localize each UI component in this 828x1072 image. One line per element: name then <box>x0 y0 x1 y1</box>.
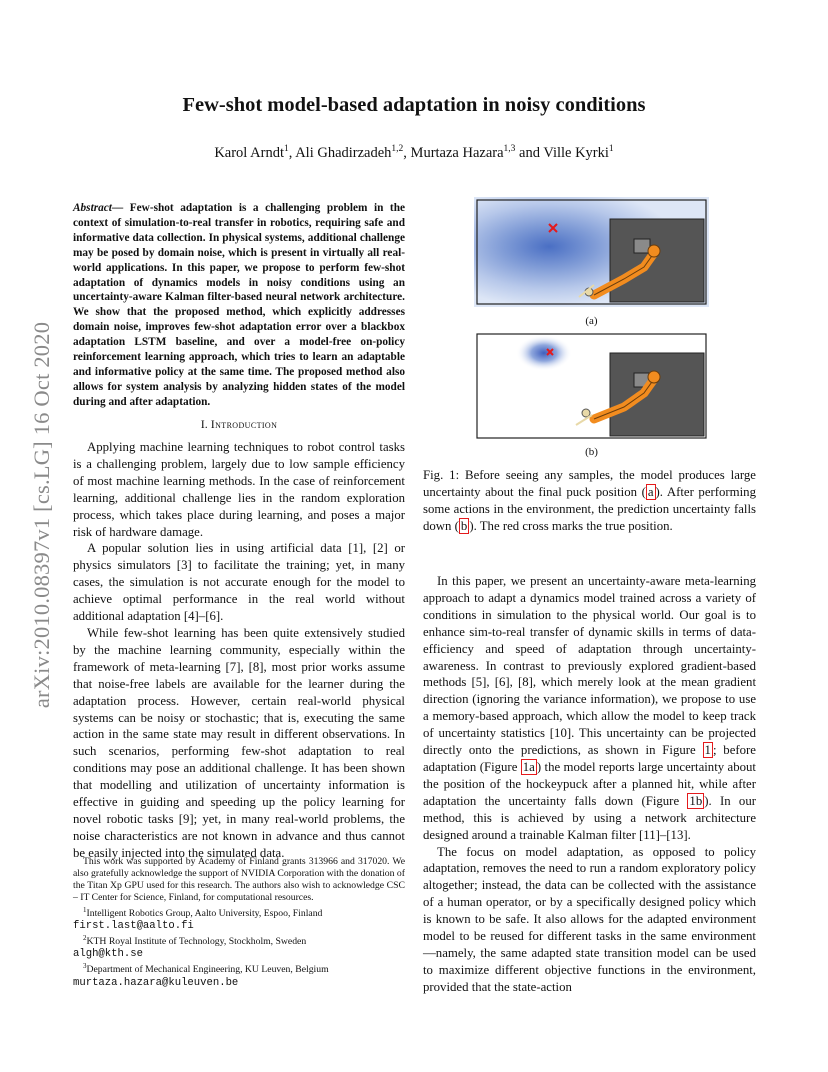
subcaption-b: (b) <box>585 446 598 458</box>
figure-1-caption: Fig. 1: Before seeing any samples, the model produces large uncertainty about the final puck position ( a ). After performing some actions in the environment, the prediction uncertainty falls down ( b ). The red cross marks the true position. <box>423 468 756 533</box>
email-1: first.last@aalto.fi <box>73 920 194 933</box>
figure-1a-panel <box>474 197 709 307</box>
intro-paragraph-1: Applying machine learning techniques to robot control tasks is a challenging problem, largely due to low sample efficiency of most machine learning methods. In the case of reinforcement learning, additional challenge lies in the random exploration process, which takes place during learning, and poses a major risk of hardware damage. <box>73 440 405 539</box>
email-3: murtaza.hazara@kuleuven.be <box>73 976 239 989</box>
figure-ref-b-link[interactable]: b <box>460 518 468 533</box>
author-4: Ville Kyrki$^1$ <box>543 144 614 161</box>
figure-1b-panel <box>474 331 709 441</box>
email-2: algh@kth.se <box>73 948 143 961</box>
author-3: Murtaza Hazara$^{1,3}$ <box>410 144 516 161</box>
figure-1a-image <box>474 197 709 307</box>
intro-paragraph-3: While few-shot learning has been quite extensively studied by the machine learning community, especially within the framework of meta-learning [7], [8], most prior works assume that noise-free labels are available for the learner during the adaptation process. However, certain real-world physical systems can be noisy or stochastic; that is, executing the same action in the same state may result in different observations. In such scenarios, performing few-shot adaptation to real conditions may pose an additional challenge. It has been shown that modelling and utilization of uncertainty information is effective in guiding and speeding up the policy learning for novel robotic tasks [9]; yet, in many real-world problems, the noise characteristics are not known in advance and thus cannot be easily injected into the simulated data. <box>73 625 405 860</box>
right-paragraph-1: In this paper, we present an uncertainty-aware meta-learning approach to adapt a dynamics model trained across a variety of conditions in simulation to the physical world. Our goal is to enhance sim-to-real transfer of dynamic skills in terms of data-efficiency and speed of adaptation through uncertainty-awareness. In contrast to previously explored gradient-based methods [5], [6], [8], which merely look at the mean gradient direction (ignoring the variance information), we propose to use a memory-based approach, which allow the model to keep track of uncertainty statistics [10]. This uncertainty can be projected directly onto the predictions, as shown in Figure 1 ; before adaptation (Figure 1a ) the model reports large uncertainty about the position of the hockeypuck after a planned hit, while after adaptation the uncertainty falls down (Figure 1b ). In our method, this is achieved by using a network architecture designed around a trainable Kalman filter [11]–[13]. <box>423 574 756 842</box>
affiliation-3: $^3$Department of Mechanical Engineering, KU Leuven, Belgium <box>83 962 329 976</box>
figure-ref-a-link[interactable]: a <box>647 484 654 499</box>
arxiv-identifier: arXiv:2010.08397v1 [cs.LG] 16 Oct 2020 <box>29 321 54 709</box>
figure-1a-ref-link[interactable]: 1a <box>522 759 535 774</box>
footnotes <box>73 856 405 989</box>
abstract-text: Few-shot adaptation is a challenging problem in the context of simulation-to-real transfer in robotics, requiring safe and informative data collection. In physical systems, additional challenge may be posed by domain noise, which is present in virtually all real-world applications. In this paper, we propose to perform few-shot adaptation of dynamics models in noisy conditions using an uncertainty-aware Kalman filter-based neural network architecture. We show that the proposed method, which explicitly addresses domain noise, improves few-shot adaptation error over a blackbox adaptation LSTM baseline, and over a model-free on-policy reinforcement learning approach, which tries to learn an adaptable and informative policy at the same time. The proposed method also allows for system analysis by analyzing hidden states of the model during and after adaptation. <box>73 202 405 408</box>
abstract: Abstract— Few-shot adaptation is a challenging problem in the context of simulation-to-real transfer in robotics, requiring safe and informative data collection. In physical systems, additional challenge may be posed by domain noise, which is present in virtually all real-world applications. In this paper, we propose to perform few-shot adaptation of dynamics models in noisy conditions using an uncertainty-aware Kalman filter-based neural network architecture. We show that the proposed method, which explicitly addresses domain noise, improves few-shot adaptation error over a blackbox adaptation LSTM baseline, and over a model-free on-policy reinforcement learning approach, which tries to learn an adaptable and informative policy at the same time. The proposed method also allows for system analysis by analyzing hidden states of the model during and after adaptation. <box>73 202 405 408</box>
intro-paragraph-2: A popular solution lies in using artificial data [1], [2] or physics simulators [3] to facilitate the training; yet, in many cases, the simulation is not accurate enough for the model to achieve optimal performance in the real world without additional adaptation [4]–[6]. <box>73 541 405 624</box>
subcaption-a: (a) <box>585 315 598 327</box>
introduction-body <box>73 439 405 862</box>
funding-footnote: This work was supported by Academy of Finland grants 313966 and 317020. We also gratefully acknowledge the support of NVIDIA Corporation with the donation of the Titan Xp GPU used for this research. The authors also wish to acknowledge CSC – IT Center for Science, Finland, for computational resources. <box>73 856 405 903</box>
figure-1b-image <box>474 331 709 441</box>
abstract-label: Abstract <box>73 202 112 214</box>
right-column-body <box>423 573 756 996</box>
figure-1-ref-link[interactable]: 1 <box>704 743 711 758</box>
right-paragraph-2: The focus on model adaptation, as opposed to policy adaptation, removes the need to run a random exploratory policy altogether; instead, the data can be collected with the assistance of a human operator, or by a specifically designed policy which is known to be safe. It also allows for the adapted environment model to be reused for different tasks in the same environment—namely, the same adapted state transition model can be used to maximize different objective functions in the environment, provided that the state-action <box>423 844 756 994</box>
affiliation-1: $^1$Intelligent Robotics Group, Aalto University, Espoo, Finland <box>83 906 323 920</box>
affiliation-2: $^2$KTH Royal Institute of Technology, Stockholm, Sweden <box>83 934 307 948</box>
section-heading-introduction: I. Introduction <box>200 417 278 431</box>
author-2: Ali Ghadirzadeh$^{1,2}$ <box>295 144 404 161</box>
author-list: Karol Arndt$^1$, Ali Ghadirzadeh$^{1,2}$, Murtaza Hazara$^{1,3}$ and Ville Kyrki$^1$ <box>214 144 614 161</box>
arxiv-sidebar-stamp <box>22 270 62 760</box>
paper-title: Few-shot model-based adaptation in noisy conditions <box>182 94 646 116</box>
author-1: Karol Arndt$^1$ <box>214 144 289 161</box>
figure-1b-ref-link[interactable]: 1b <box>689 793 703 808</box>
